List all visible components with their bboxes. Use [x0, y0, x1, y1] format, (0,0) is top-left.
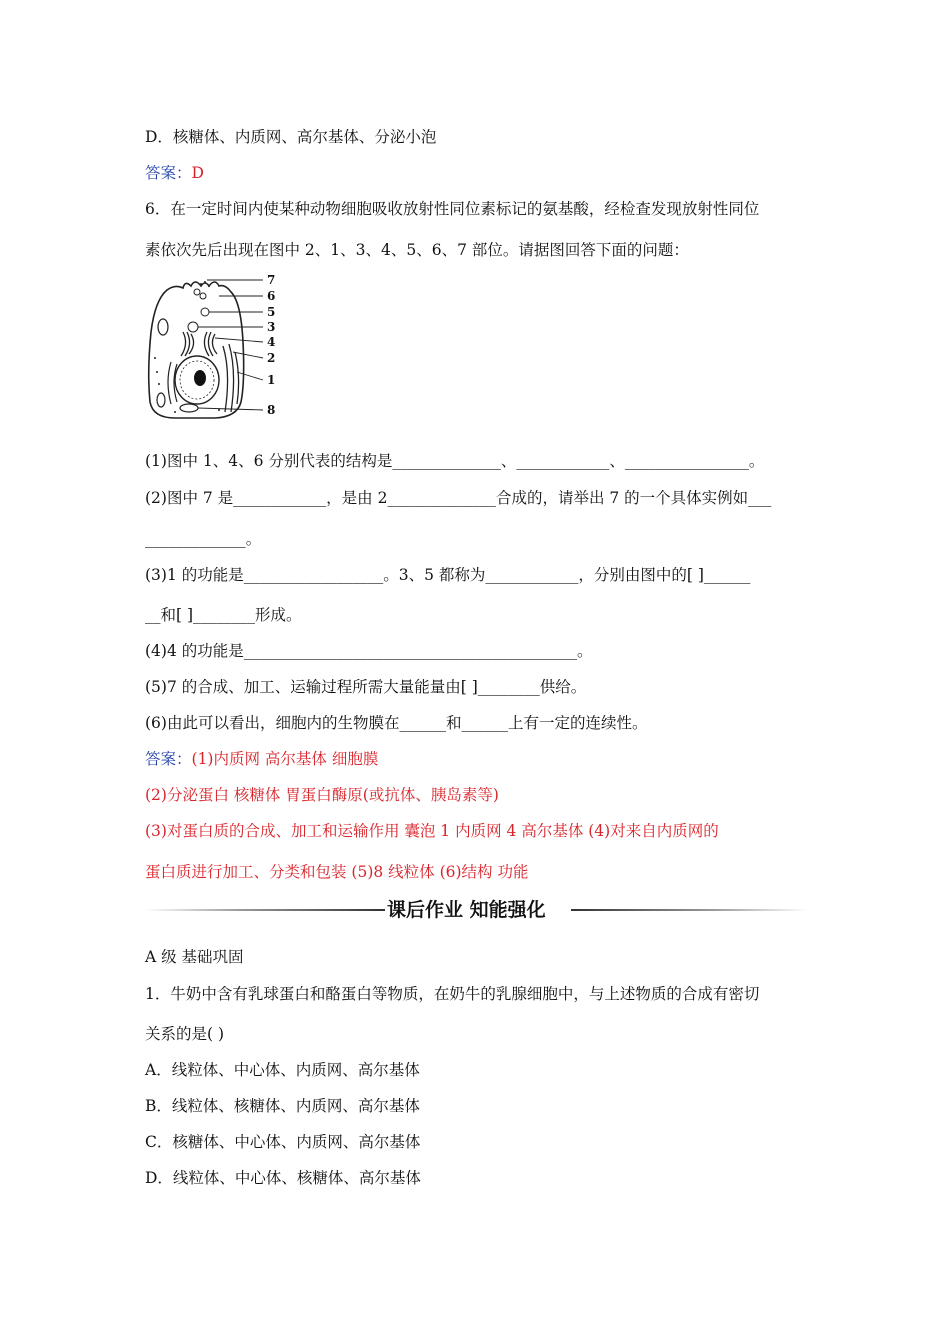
answer-label: 答案： [145, 164, 192, 182]
q6-answer-line4: 蛋白质进行加工、分类和包装 (5)8 线粒体 (6)结构 功能 [145, 863, 529, 881]
heading-rule-right [571, 909, 807, 911]
prev-option-d: D．核糖体、内质网、高尔基体、分泌小泡 [145, 128, 437, 146]
q6-sub3-line1: (3)1 的功能是__________________。3、5 都称为____________，分别由图中的[ ]______ [145, 566, 751, 584]
q1-option-d: D．线粒体、中心体、核糖体、高尔基体 [145, 1169, 421, 1187]
q6-answer-line2: (2)分泌蛋白 核糖体 胃蛋白酶原(或抗体、胰岛素等) [145, 786, 499, 804]
section-heading [145, 897, 807, 923]
label-8: 8 [267, 403, 276, 417]
q1-option-c: C．核糖体、中心体、内质网、高尔基体 [145, 1133, 421, 1151]
answer-text: (1)内质网 高尔基体 细胞膜 [191, 750, 379, 768]
label-4: 4 [267, 335, 276, 349]
label-5: 5 [267, 305, 276, 319]
q1-option-b: B．线粒体、核糖体、内质网、高尔基体 [145, 1097, 420, 1115]
q1-option-a: A．线粒体、中心体、内质网、高尔基体 [145, 1061, 420, 1079]
q6-sub3-line2: __和[ ]________形成。 [145, 606, 302, 624]
level-label: A 级 基础巩固 [145, 948, 244, 966]
label-2: 2 [267, 351, 276, 365]
answer-label: 答案： [145, 750, 192, 768]
label-6: 6 [267, 289, 276, 303]
q6-answer-line3: (3)对蛋白质的合成、加工和运输作用 囊泡 1 内质网 4 高尔基体 (4)对来自内质网的 [145, 822, 719, 840]
section-title: 课后作业 知能强化 [387, 899, 546, 921]
cell-diagram [145, 272, 285, 420]
answer-value: D [191, 164, 204, 182]
q6-answer-line1 [145, 749, 378, 769]
cell-diagram-svg [145, 272, 285, 420]
label-7: 7 [267, 273, 276, 287]
q6-sub4: (4)4 的功能是___________________________________________。 [145, 642, 593, 660]
q6-sub2-line1: (2)图中 7 是____________，是由 2______________合成的，请举出 7 的一个具体实例如___ [145, 489, 772, 507]
prev-answer [145, 163, 204, 183]
q6-stem-line2: 素依次先后出现在图中 2、1、3、4、5、6、7 部位。请据图回答下面的问题： [145, 241, 689, 259]
q1-stem-line2: 关系的是( ) [145, 1025, 225, 1043]
q6-sub1: (1)图中 1、4、6 分别代表的结构是______________、____________、________________。 [145, 452, 765, 470]
q6-sub2-line2: _____________。 [145, 530, 262, 548]
label-3: 3 [267, 320, 276, 334]
q6-sub5: (5)7 的合成、加工、运输过程所需大量能量由[ ]________供给。 [145, 678, 587, 696]
label-1: 1 [267, 373, 276, 387]
heading-rule-left [145, 909, 385, 911]
q6-stem-line1: 6．在一定时间内使某种动物细胞吸收放射性同位素标记的氨基酸，经检查发现放射性同位 [145, 200, 760, 218]
q6-sub6: (6)由此可以看出，细胞内的生物膜在______和______上有一定的连续性。 [145, 714, 648, 732]
q1-stem-line1: 1．牛奶中含有乳球蛋白和酪蛋白等物质，在奶牛的乳腺细胞中，与上述物质的合成有密切 [145, 985, 760, 1003]
